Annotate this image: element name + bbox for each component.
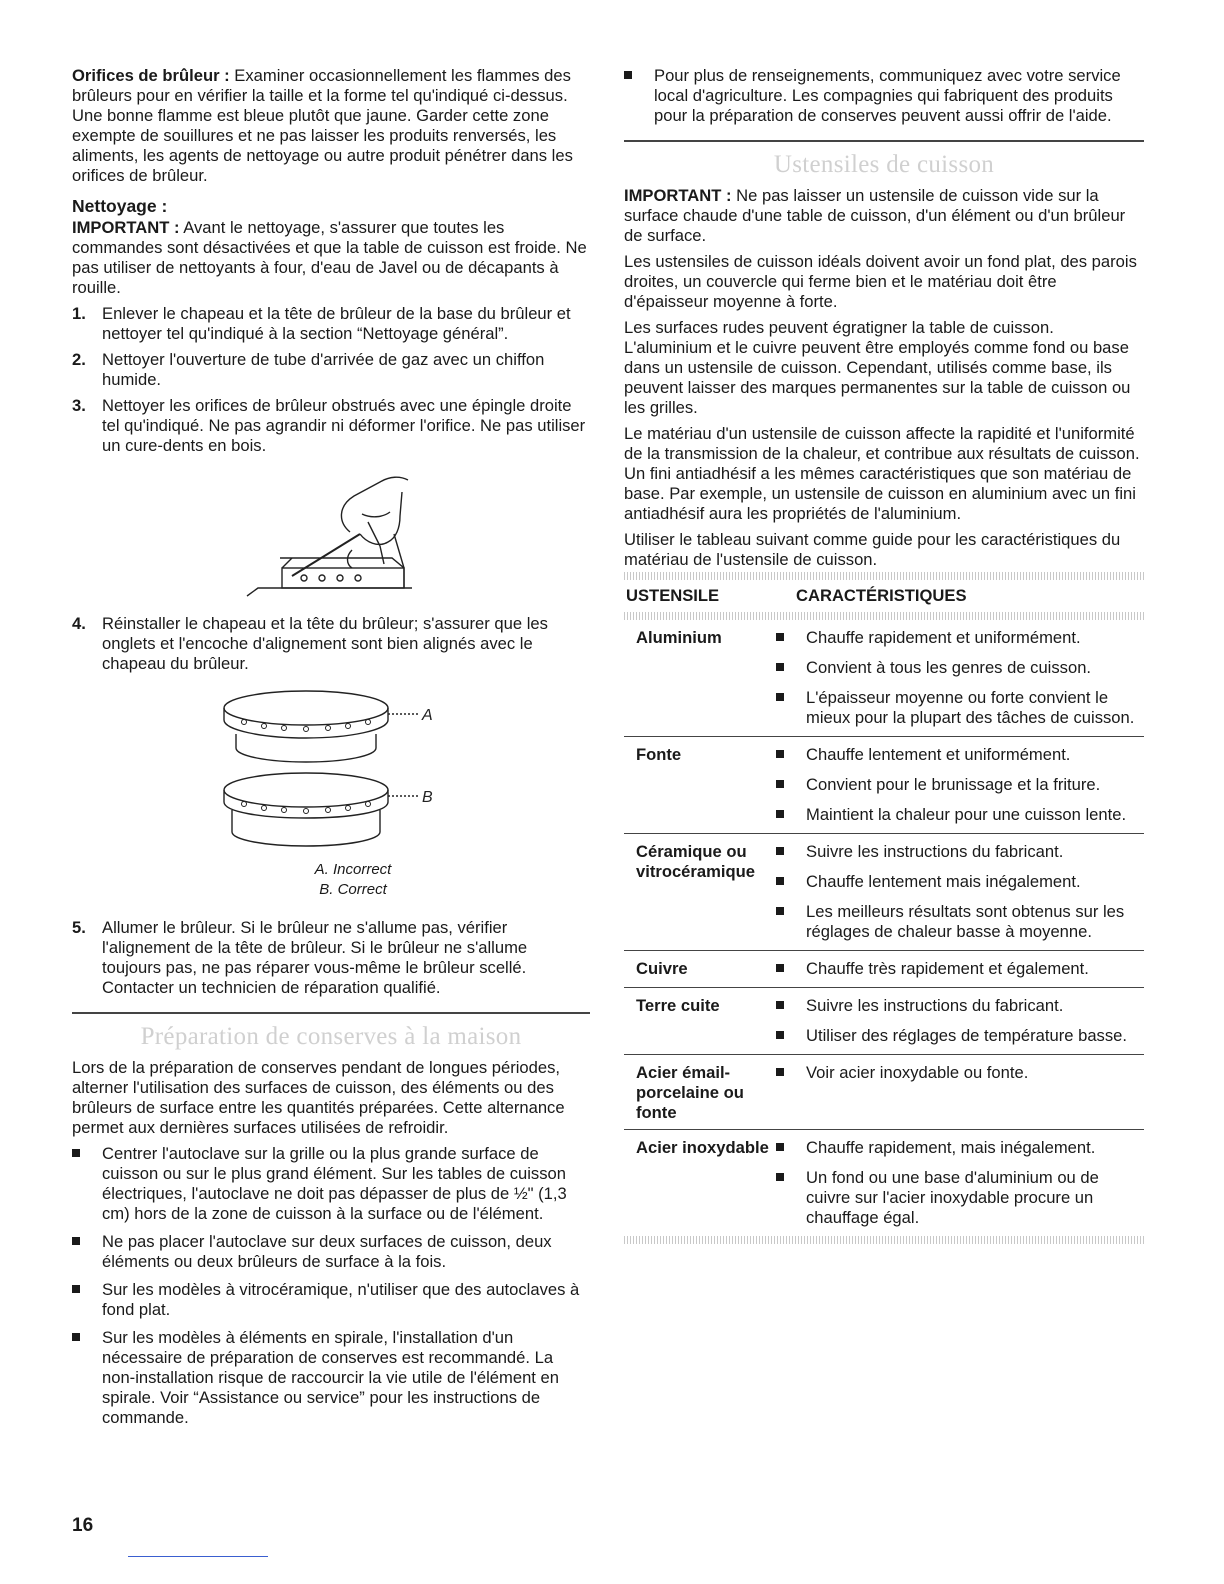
bullet-text: Centrer l'autoclave sur la grille ou la plus grande surface de cuisson ou sur le plus grand élément. Sur les tables de cuisson électriques, l'autoclave ne doit pas dépasser de plus de ½" (1,3 cm) hors de la zone de cuisson à la surface ou de l'élément. <box>102 1144 567 1223</box>
bullet-item <box>624 66 1144 126</box>
bullet-text: Chauffe très rapidement et également. <box>806 959 1089 978</box>
material-characteristics <box>776 988 1144 1055</box>
bullet-item <box>776 842 1144 862</box>
bullet-item <box>776 658 1144 678</box>
material-characteristics <box>776 737 1144 834</box>
step-number: 3. <box>72 396 86 415</box>
material-characteristics <box>776 834 1144 951</box>
important-text: Ne pas laisser un ustensile de cuisson vide sur la surface chaude d'une table de cuisson, d'un élément ou d'un brûleur de surface. <box>624 186 1126 245</box>
material-characteristics <box>776 1055 1144 1130</box>
step-item <box>72 350 590 390</box>
agriculture-bullet-list <box>624 66 1144 126</box>
caption-a: A. Incorrect <box>314 861 392 878</box>
bullet-item <box>776 959 1144 979</box>
important-text: Avant le nettoyage, s'assurer que toutes les commandes sont désactivées et que la table de cuisson est froide. Ne pas utiliser de nettoyants à four, d'eau de Javel ou de décapants à rouille. <box>72 218 587 297</box>
square-bullet-icon <box>72 1149 80 1157</box>
conserves-bullet-list <box>72 1144 590 1428</box>
table-row <box>624 988 1144 1055</box>
burner-cap-alignment-illustration <box>222 686 462 856</box>
orifices-paragraph <box>72 66 590 186</box>
table-row <box>624 1130 1144 1237</box>
table-row <box>624 951 1144 988</box>
bullet-text: Pour plus de renseignements, communiquez avec votre service local d'agriculture. Les compagnies qui fabriquent des produits pour la préparation de conserves peuvent aussi offrir de l'aide. <box>654 66 1121 125</box>
bullet-item <box>72 1144 590 1224</box>
bullet-text: Les meilleurs résultats sont obtenus sur les réglages de chaleur basse à moyenne. <box>806 902 1125 941</box>
bullet-text: Utiliser des réglages de température basse. <box>806 1026 1127 1045</box>
square-bullet-icon <box>776 1001 784 1009</box>
square-bullet-icon <box>72 1237 80 1245</box>
square-bullet-icon <box>776 810 784 818</box>
pin-cleaning-illustration <box>242 472 422 602</box>
material-characteristics <box>776 951 1144 988</box>
important-label: IMPORTANT : <box>72 218 180 237</box>
square-bullet-icon <box>624 71 632 79</box>
square-bullet-icon <box>776 780 784 788</box>
square-bullet-icon <box>776 693 784 701</box>
cleaning-steps-1-3 <box>72 304 590 456</box>
conserves-intro: Lors de la préparation de conserves pendant de longues périodes, alterner l'utilisation des surfaces de cuisson, des éléments ou des brûleurs de surface entre les quantités préparées. Cette alternance permet aux dernières surfaces utilisées de refroidir. <box>72 1058 565 1137</box>
section-divider <box>72 1012 590 1014</box>
table-header-row <box>624 580 1144 612</box>
section-divider <box>624 140 1144 142</box>
bullet-item <box>776 902 1144 942</box>
bullet-item <box>776 1026 1144 1046</box>
bullet-text: Voir acier inoxydable ou fonte. <box>806 1063 1029 1082</box>
step-number: 4. <box>72 614 86 633</box>
step-text: Réinstaller le chapeau et la tête du brûleur; s'assurer que les onglets et l'encoche d'alignement sont bien alignés avec le chapeau du brûleur. <box>102 614 548 673</box>
ustensiles-section-title: Ustensiles de cuisson <box>773 151 995 178</box>
bullet-item <box>72 1280 590 1320</box>
bullet-item <box>776 1138 1144 1158</box>
ustensiles-paragraph: Le matériau d'un ustensile de cuisson affecte la rapidité et l'uniformité de la transmission de la chaleur, et contribue aux résultats de cuisson. Un fini antiadhésif a les mêmes caractéristiques que son matériau de base. Par exemple, un ustensile de cuisson en aluminium avec un fini antiadhésif aura les propriétés de l'aluminium. <box>624 424 1140 523</box>
important-label: IMPORTANT : <box>624 186 732 205</box>
header-caracteristiques: CARACTÉRISTIQUES <box>796 586 967 605</box>
footer-link-line <box>128 1556 268 1557</box>
square-bullet-icon <box>776 633 784 641</box>
step-item <box>72 396 590 456</box>
square-bullet-icon <box>776 847 784 855</box>
bullet-item <box>72 1328 590 1428</box>
table-row <box>624 737 1144 834</box>
bullet-item <box>776 775 1144 795</box>
table-row <box>624 834 1144 951</box>
bullet-text: Ne pas placer l'autoclave sur deux surfaces de cuisson, deux éléments ou deux brûleurs de surface à la fois. <box>102 1232 552 1271</box>
conserves-section-title: Préparation de conserves à la maison <box>140 1023 522 1050</box>
ustensiles-important <box>624 186 1144 246</box>
ustensiles-paragraph: Utiliser le tableau suivant comme guide pour les caractéristiques du matériau de l'ustensile de cuisson. <box>624 530 1121 569</box>
table-row <box>624 620 1144 737</box>
step-text: Nettoyer l'ouverture de tube d'arrivée de gaz avec un chiffon humide. <box>102 350 545 389</box>
step-text: Enlever le chapeau et la tête de brûleur de la base du brûleur et nettoyer tel qu'indiqué à la section “Nettoyage général”. <box>102 304 571 343</box>
square-bullet-icon <box>776 1031 784 1039</box>
left-column <box>72 66 590 1436</box>
orifices-text: Examiner occasionnellement les flammes des brûleurs pour en vérifier la taille et la forme tel qu'indiqué ci-dessus. Une bonne flamme est bleue plutôt que jaune. Garder cette zone exempte de souillures et ne pas laisser les produits renversés, les aliments, les agents de nettoyage ou autre produit pénétrer dans les orifices de brûleur. <box>72 66 573 185</box>
bullet-item <box>776 1063 1144 1083</box>
material-name: Céramique ou vitrocéramique <box>624 834 776 951</box>
bullet-text: Sur les modèles à vitrocéramique, n'utiliser que des autoclaves à fond plat. <box>102 1280 580 1319</box>
nettoyage-heading: Nettoyage : <box>72 196 168 216</box>
square-bullet-icon <box>776 1143 784 1151</box>
step-text: Nettoyer les orifices de brûleur obstrués avec une épingle droite tel qu'indiqué. Ne pas agrandir ni déformer l'orifice. Ne pas utiliser un cure-dents en bois. <box>102 396 586 455</box>
table-header-border <box>624 612 1144 620</box>
material-name: Terre cuite <box>624 988 776 1055</box>
material-characteristics <box>776 1130 1144 1237</box>
bullet-text: Chauffe rapidement, mais inégalement. <box>806 1138 1096 1157</box>
square-bullet-icon <box>776 964 784 972</box>
bullet-item <box>776 688 1144 728</box>
bullet-item <box>776 805 1144 825</box>
bullet-text: Maintient la chaleur pour une cuisson lente. <box>806 805 1127 824</box>
cookware-material-table-body <box>624 620 1144 1236</box>
step-item <box>72 918 590 998</box>
ustensiles-paragraph: Les ustensiles de cuisson idéals doivent avoir un fond plat, des parois droites, un couvercle qui ferme bien et le matériau doit être d'épaisseur moyenne à forte. <box>624 252 1137 311</box>
bullet-item <box>72 1232 590 1272</box>
step-item <box>72 304 590 344</box>
nettoyage-important <box>72 218 590 298</box>
bullet-item <box>776 996 1144 1016</box>
orifices-label: Orifices de brûleur : <box>72 66 230 85</box>
step-number: 1. <box>72 304 86 323</box>
square-bullet-icon <box>776 750 784 758</box>
bullet-item <box>776 745 1144 765</box>
bullet-item <box>776 1168 1144 1228</box>
material-name: Acier inoxydable <box>636 1138 769 1157</box>
material-name: Acier émail-porcelaine ou fonte <box>624 1055 776 1130</box>
bullet-item <box>776 628 1144 648</box>
figure-caption <box>116 860 590 900</box>
square-bullet-icon <box>72 1285 80 1293</box>
square-bullet-icon <box>776 1173 784 1181</box>
bullet-text: Convient pour le brunissage et la friture. <box>806 775 1101 794</box>
cleaning-step-5 <box>72 918 590 998</box>
square-bullet-icon <box>776 877 784 885</box>
material-name: Aluminium <box>624 620 776 737</box>
bullet-text: Suivre les instructions du fabricant. <box>806 842 1064 861</box>
bullet-text: Chauffe rapidement et uniformément. <box>806 628 1081 647</box>
figure-label-b: B <box>422 789 433 806</box>
ustensiles-paragraph: Les surfaces rudes peuvent égratigner la table de cuisson. L'aluminium et le cuivre peuvent être employés comme fond ou base dans un ustensile de cuisson. Cependant, utilisés comme base, ils peuvent laisser des marques permanentes sur la table de cuisson ou les grilles. <box>624 318 1131 417</box>
step-number: 2. <box>72 350 86 369</box>
material-characteristics <box>776 620 1144 737</box>
right-column <box>624 66 1144 1244</box>
bullet-text: Sur les modèles à éléments en spirale, l'installation d'un nécessaire de préparation de conserves est recommandé. La non-installation risque de raccourcir la vie utile de l'élément en spirale. Voir “Assistance ou service” pour les instructions de commande. <box>102 1328 559 1427</box>
square-bullet-icon <box>72 1333 80 1341</box>
material-name: Cuivre <box>624 951 776 988</box>
cleaning-step-4 <box>72 614 590 674</box>
step-item <box>72 614 590 674</box>
bullet-text: Chauffe lentement et uniformément. <box>806 745 1071 764</box>
table-row <box>624 1055 1144 1130</box>
bullet-text: Un fond ou une base d'aluminium ou de cuivre sur l'acier inoxydable procure un chauffage égal. <box>806 1168 1099 1227</box>
table-bottom-border <box>624 1236 1144 1244</box>
step-number: 5. <box>72 918 86 937</box>
header-ustensile: USTENSILE <box>626 586 720 605</box>
cookware-material-table <box>624 580 1144 612</box>
step-text: Allumer le brûleur. Si le brûleur ne s'allume pas, vérifier l'alignement de la tête de brûleur. Si le brûleur ne s'allume toujours pas, ne pas réparer vous-même le brûleur scellé. Contacter un technicien de réparation qualifié. <box>102 918 528 997</box>
bullet-text: Suivre les instructions du fabricant. <box>806 996 1064 1015</box>
square-bullet-icon <box>776 1068 784 1076</box>
table-top-border <box>624 572 1144 580</box>
bullet-text: Chauffe lentement mais inégalement. <box>806 872 1081 891</box>
material-name: Fonte <box>624 737 776 834</box>
figure-label-a: A <box>422 707 433 724</box>
bullet-text: Convient à tous les genres de cuisson. <box>806 658 1092 677</box>
caption-b: B. Correct <box>319 881 387 898</box>
bullet-item <box>776 872 1144 892</box>
page-number: 16 <box>72 1515 94 1536</box>
bullet-text: L'épaisseur moyenne ou forte convient le mieux pour la plupart des tâches de cuisson. <box>806 688 1135 727</box>
square-bullet-icon <box>776 663 784 671</box>
square-bullet-icon <box>776 907 784 915</box>
